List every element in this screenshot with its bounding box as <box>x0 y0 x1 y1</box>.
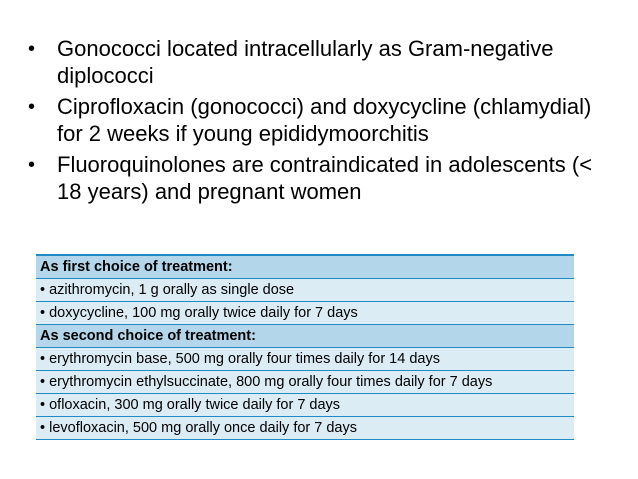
table-row <box>36 279 574 302</box>
table-cell: • erythromycin ethylsuccinate, 800 mg orally four times daily for 7 days <box>36 371 574 394</box>
bullet-item <box>28 152 608 205</box>
bullet-text: Ciprofloxacin (gonococci) and doxycycline (chlamydial) for 2 weeks if young epididymoorchitis <box>57 94 592 146</box>
table-cell: As first choice of treatment: <box>36 255 574 279</box>
table-cell: • ofloxacin, 300 mg orally twice daily for 7 days <box>36 394 574 417</box>
table-row <box>36 371 574 394</box>
bullet-marker: • <box>28 154 36 176</box>
bullet-text: Fluoroquinolones are contraindicated in adolescents (< 18 years) and pregnant women <box>57 152 593 204</box>
table-row <box>36 348 574 371</box>
bullet-list <box>28 36 608 210</box>
table-cell: • levofloxacin, 500 mg orally once daily for 7 days <box>36 417 574 440</box>
bullet-item <box>28 94 608 147</box>
table-cell: • doxycycline, 100 mg orally twice daily for 7 days <box>36 302 574 325</box>
table-section-header <box>36 325 574 348</box>
table-cell: • azithromycin, 1 g orally as single dose <box>36 279 574 302</box>
table-row <box>36 394 574 417</box>
bullet-item <box>28 36 608 89</box>
treatment-table <box>36 254 574 440</box>
table-cell: As second choice of treatment: <box>36 325 574 348</box>
table-row <box>36 417 574 440</box>
table-section-header <box>36 255 574 279</box>
table-row <box>36 302 574 325</box>
table-cell: • erythromycin base, 500 mg orally four times daily for 14 days <box>36 348 574 371</box>
bullet-marker: • <box>28 96 36 118</box>
bullet-text: Gonococci located intracellularly as Gram-negative diplococci <box>57 36 554 88</box>
bullet-marker: • <box>28 38 36 60</box>
